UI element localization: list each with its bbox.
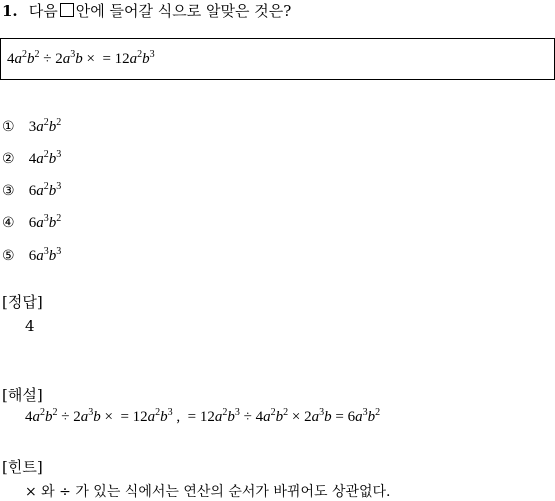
- hint-text: × 와 ÷ 가 있는 식에서는 연산의 순서가 바뀌어도 상관없다.: [25, 484, 391, 500]
- hint-label: [힌트]: [2, 458, 43, 476]
- choice-1[interactable]: ① $3a^2b^2$: [2, 117, 62, 135]
- explanation-formula: $4a^2b^2 \div 2a^3b$ × = $12a^2b^3$ , = $12a^2b^3 \div 4a^2b^2 \times 2a^3b = 6a^3b^2$: [25, 407, 381, 425]
- question-text-before: 다음: [28, 2, 58, 20]
- explanation-label: [해설]: [2, 386, 43, 404]
- choice-marker: ④: [2, 215, 15, 231]
- answer-value: 4: [25, 317, 35, 335]
- choice-marker: ③: [2, 183, 15, 199]
- choice-marker: ②: [2, 151, 15, 167]
- choice-3[interactable]: ③ $6a^2b^3$: [2, 181, 62, 199]
- question-line: [2, 0, 291, 21]
- problem-formula: $4a^2b^2 \div 2a^3b$ × = $12a^2b^3$: [7, 49, 155, 67]
- answer-label: [정답]: [2, 293, 43, 311]
- choice-2[interactable]: ② $4a^2b^3$: [2, 149, 62, 167]
- choice-4[interactable]: ④ $6a^3b^2$: [2, 213, 62, 231]
- question-text-after: 안에 들어갈 식으로 알맞은 것은?: [75, 2, 292, 20]
- formula-box: [0, 38, 555, 80]
- choice-marker: ⑤: [2, 248, 15, 264]
- question-number: 1.: [2, 2, 18, 20]
- choice-5[interactable]: ⑤ $6a^3b^3$: [2, 246, 62, 264]
- choice-marker: ①: [2, 119, 15, 135]
- blank-box-icon: [60, 3, 74, 17]
